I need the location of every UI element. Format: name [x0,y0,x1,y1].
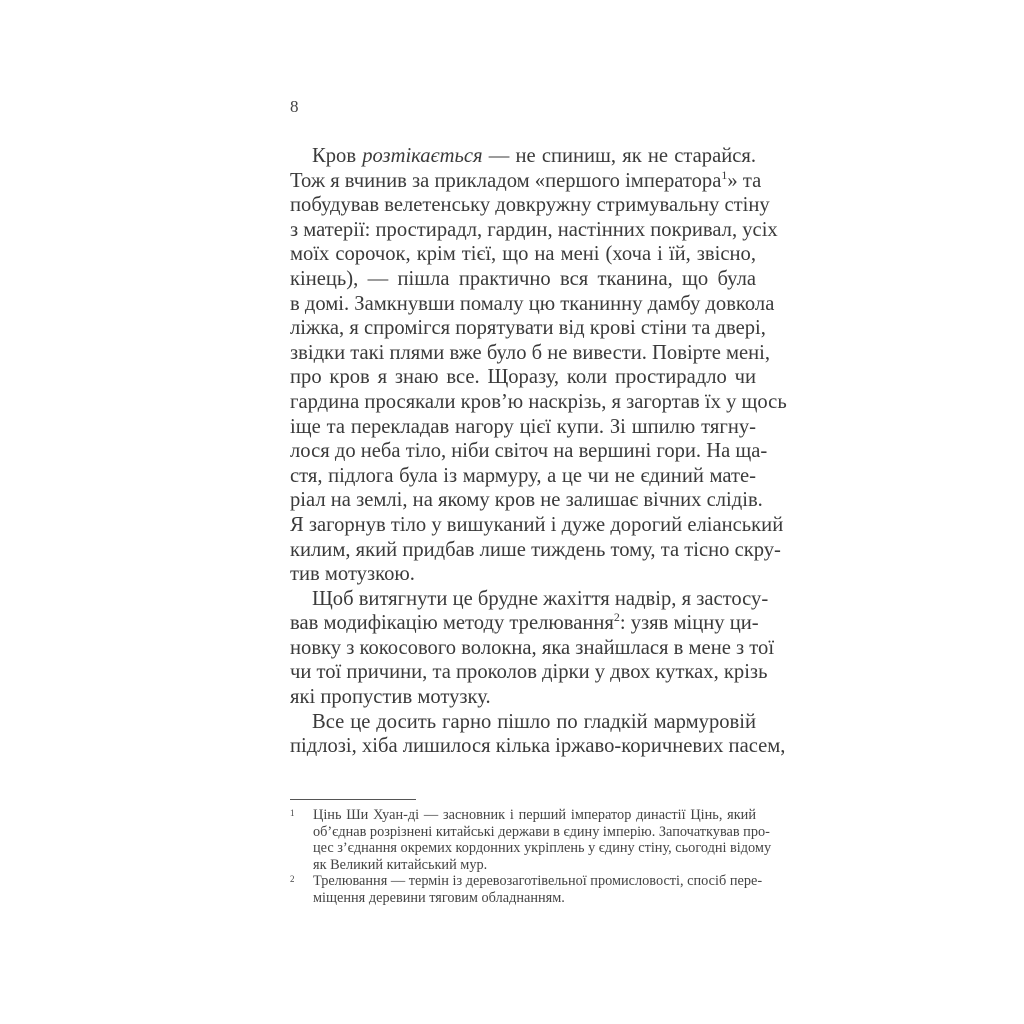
footnote-separator [290,799,416,800]
text-line: Тож я вчинив за прикладом «першого імператора$^1$» та [290,167,762,192]
text-line: вав модифікацію методу трелювання$^2$: узяв міцну ци- [290,610,759,635]
footnote-line: Трелювання — термін із деревозаготівельної промисловості, спосіб пере- [313,873,763,890]
body-text [290,144,787,759]
footnote-2 [290,873,763,906]
footnote-line: цес з’єднання окремих кордонних укріплень у єдину стіну, сьогодні відому [313,840,772,857]
text-line: Кров розтікається — не спиниш, як не старайся. [312,145,756,167]
text-line: тив мотузкою. [290,563,415,586]
text-line: гардина просякали кров’ю наскрізь, я загортав їх у щось [290,390,787,413]
footnote-mark: 2 [290,874,295,885]
text-line: про кров я знаю все. Щоразу, коли простирадло чи [290,366,756,389]
footnote-1 [290,807,772,873]
text-line: кінець), — пішла практично вся тканина, що була [290,267,756,290]
footnote-reference-1[interactable]: 1 [721,167,728,182]
page-number: 8 [290,97,299,116]
text-line: новку з кокосового волокна, яка знайшлася в мене з тої [290,636,775,659]
text-line: Я загорнув тіло у вишуканий і дуже дорогий еліанський [290,513,784,536]
text-line: іще та перекладав нагору цієї купи. Зі шпилю тягну- [290,415,756,438]
text-line: стя, підлога була із мармуру, а це чи не єдиний мате- [290,464,756,487]
text-line: в домі. Замкнувши помалу цю тканинну дамбу довкола [290,292,775,315]
text-line: чи тої причини, та проколов дірки у двох кутках, крізь [290,661,768,684]
footnote-line: Цінь Ши Хуан-ді — засновник і перший імператор династії Цінь, який [313,807,756,823]
text-line: з матерії: простирадл, гардин, настінних покривал, усіх [290,218,778,241]
footnotes [290,807,772,907]
text-line: які пропустив мотузку. [290,686,491,709]
footnote-line: міщення деревини тяговим обладнанням. [313,889,565,906]
footnote-line: як Великий китайський мур. [313,856,488,873]
footnote-line: об’єднав розрізнені китайські держави в єдину імперію. Започаткував про- [313,823,770,840]
text-line: моїх сорочок, крім тієї, що на мені (хоча і їй, звісно, [290,243,756,266]
italic-emphasis: розтікається [362,145,483,167]
footnote-mark: 1 [290,808,295,818]
footnote-reference-2[interactable]: 2 [613,610,620,625]
text-line: Щоб витягнути це брудне жахіття надвір, я застосу- [312,587,769,610]
text-line: лося до неба тіло, ніби світоч на вершині гори. На ща- [290,440,768,463]
text-line: підлозі, хіба лишилося кілька іржаво-коричневих пасем, [290,735,786,758]
text-line: ліжка, я спромігся порятувати від крові стіни та двері, [290,317,766,340]
text-line: побудував велетенську довкружну стримувальну стіну [290,194,770,217]
text-line: ріал на землі, на якому кров не залишає вічних слідів. [290,489,763,512]
text-line: звідки такі плями вже було б не вивести. Повірте мені, [290,341,771,364]
text-line: Все це досить гарно пішло по гладкій мармуровій [312,710,756,733]
text-line: килим, який придбав лише тиждень тому, та тісно скру- [290,538,781,561]
